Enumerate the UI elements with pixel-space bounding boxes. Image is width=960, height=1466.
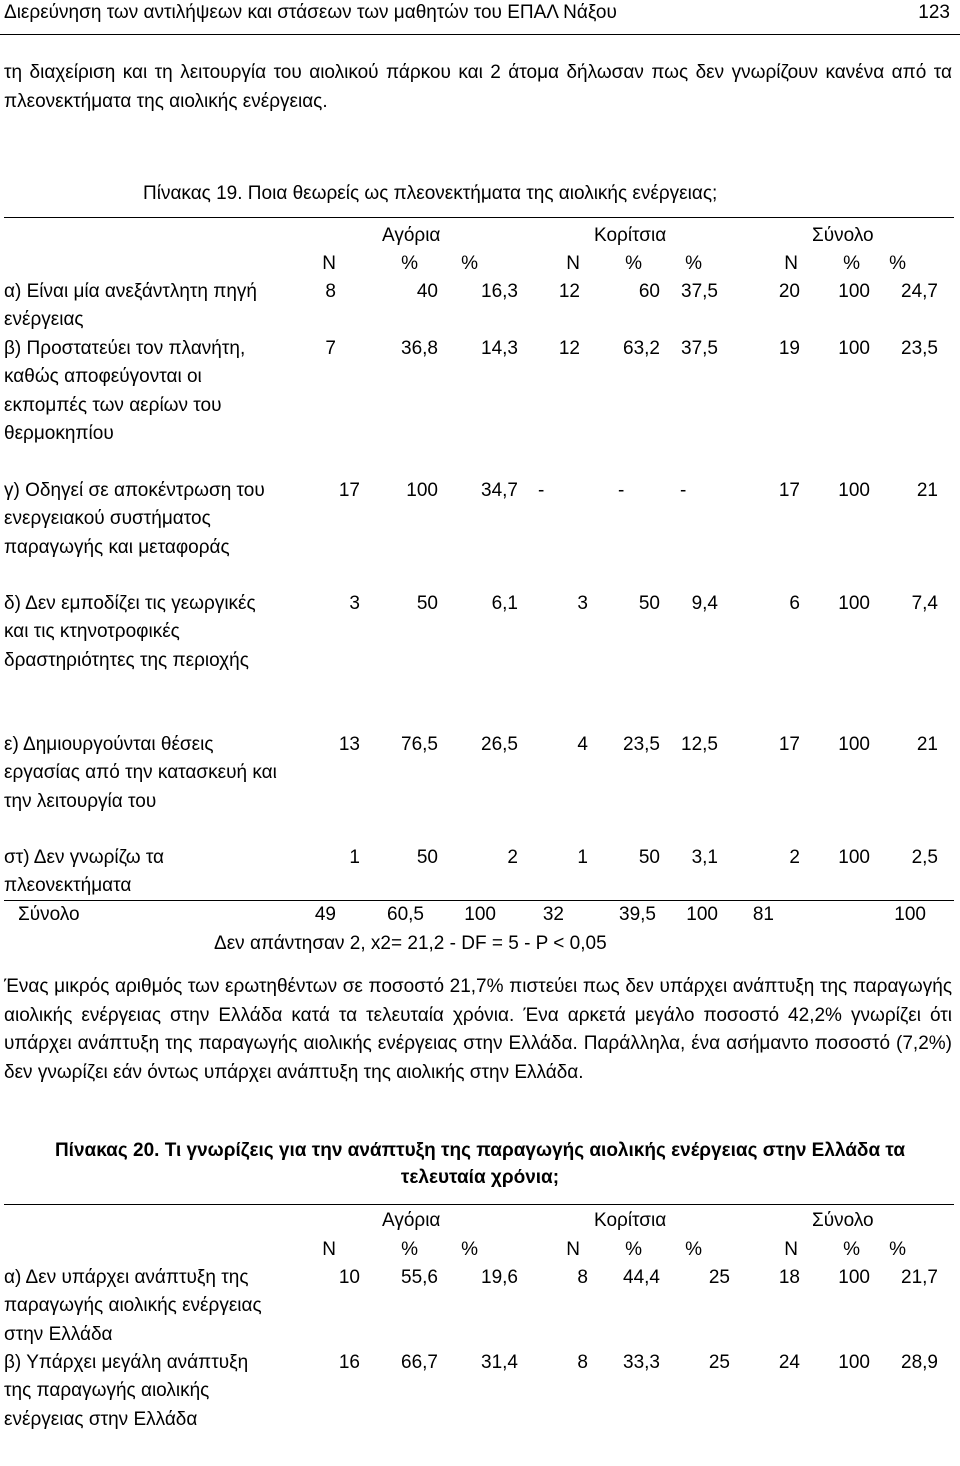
intro-paragraph: τη διαχείριση και τη λειτουργία του αιολικού πάρκου και 2 άτομα δήλωσαν πως δεν γνωρίζουν κανένα από τα πλεονεκτήματα της αιολικής ενέργειας. <box>4 62 952 112</box>
cell: 33,3 <box>623 1352 660 1373</box>
table20-caption-line2: τελευταία χρόνια; <box>400 1167 560 1188</box>
cell: 12 <box>558 338 580 359</box>
cell: 17 <box>338 480 360 501</box>
table19-caption: Πίνακας 19. Ποια θεωρείς ως πλεονεκτήματα της αιολικής ενέργειας; <box>143 183 718 204</box>
table20-group-total: Σύνολο <box>812 1210 874 1231</box>
subheader-pct: % <box>843 1239 860 1260</box>
cell: 6,1 <box>491 593 518 614</box>
cell: 7,4 <box>911 593 938 614</box>
cell: 14,3 <box>481 338 518 359</box>
cell: 100 <box>838 593 870 614</box>
cell: 8 <box>325 281 336 302</box>
cell: 17 <box>778 480 800 501</box>
cell: 37,5 <box>681 281 718 302</box>
cell: 20 <box>778 281 800 302</box>
cell: 18 <box>778 1267 800 1288</box>
cell: 23,5 <box>901 338 938 359</box>
subheader-pct: % <box>625 1239 642 1260</box>
cell: 12,5 <box>681 734 718 755</box>
cell: 28,9 <box>901 1352 938 1373</box>
cell: 100 <box>838 480 870 501</box>
cell: 25 <box>708 1352 730 1373</box>
cell: 6 <box>789 593 800 614</box>
cell: 100 <box>838 734 870 755</box>
subheader-pct: % <box>685 1239 702 1260</box>
subheader-pct: % <box>401 253 418 274</box>
cell: 25 <box>708 1267 730 1288</box>
cell: 7 <box>325 338 336 359</box>
header-rule <box>0 34 960 35</box>
cell: 19,6 <box>481 1267 518 1288</box>
page-header <box>0 0 960 28</box>
cell: 50 <box>416 593 438 614</box>
cell: 2 <box>507 847 518 868</box>
row-label: στ) Δεν γνωρίζω τα πλεονεκτήματα <box>4 847 165 897</box>
table19-group-girls: Κορίτσια <box>594 225 667 246</box>
cell: 1 <box>577 847 588 868</box>
cell: 31,4 <box>481 1352 518 1373</box>
total-label: Σύνολο <box>18 904 80 925</box>
cell: 21 <box>916 480 938 501</box>
body-paragraph: Ένας μικρός αριθμός των ερωτηθέντων σε ποσοστό 21,7% πιστεύει πως δεν υπάρχει ανάπτυξη της παραγωγής αιολικής ενέργειας στην Ελλάδα κατά τα τελευταία χρόνια. Ένα αρκετά μεγάλο ποσοστό 42,2% γνωρίζει ότι υπάρχει ανάπτυξη της παραγωγής αιολικής ενέργειας στην Ελλάδα. Παράλληλα, ένα ασήμαντο ποσοστό (7,2%) δεν γνωρίζει εάν όντως υπάρχει ανάπτυξη της αιολικής στην Ελλάδα. <box>4 976 952 1083</box>
subheader-pct: % <box>461 253 478 274</box>
cell: 50 <box>416 847 438 868</box>
cell: 100 <box>406 480 438 501</box>
cell: 100 <box>838 1267 870 1288</box>
cell: 34,7 <box>481 480 518 501</box>
cell: 50 <box>638 593 660 614</box>
cell: 17 <box>778 734 800 755</box>
cell: 2 <box>789 847 800 868</box>
cell: 36,8 <box>401 338 438 359</box>
cell: 60,5 <box>387 904 424 925</box>
header-title: Διερεύνηση των αντιλήψεων και στάσεων των μαθητών του ΕΠΑΛ Νάξου <box>4 2 617 23</box>
subheader-n: Ν <box>322 253 336 274</box>
table20-group-girls: Κορίτσια <box>594 1210 667 1231</box>
table19-note: Δεν απάντησαν 2, x2= 21,2 - DF = 5 - P < 0,05 <box>214 933 607 954</box>
table20-top-rule <box>4 1204 954 1205</box>
cell: - <box>680 480 687 501</box>
cell: 21,7 <box>901 1267 938 1288</box>
cell: 16,3 <box>481 281 518 302</box>
cell: 55,6 <box>401 1267 438 1288</box>
cell: 39,5 <box>619 904 656 925</box>
cell: 100 <box>838 847 870 868</box>
row-label: γ) Οδηγεί σε αποκέντρωση του ενεργειακού συστήματος παραγωγής και μεταφοράς <box>4 480 265 558</box>
subheader-n: Ν <box>322 1239 336 1260</box>
table19-top-rule <box>4 217 954 218</box>
cell: 21 <box>916 734 938 755</box>
subheader-n: Ν <box>784 253 798 274</box>
subheader-n: Ν <box>566 253 580 274</box>
cell: 100 <box>686 904 718 925</box>
cell: 76,5 <box>401 734 438 755</box>
cell: 1 <box>349 847 360 868</box>
cell: 10 <box>338 1267 360 1288</box>
cell: - <box>618 480 625 501</box>
table20-group-boys: Αγόρια <box>382 1210 441 1231</box>
cell: 63,2 <box>623 338 660 359</box>
cell: 66,7 <box>401 1352 438 1373</box>
cell: 100 <box>894 904 926 925</box>
cell: 100 <box>464 904 496 925</box>
cell: 16 <box>338 1352 360 1373</box>
subheader-n: Ν <box>784 1239 798 1260</box>
cell: 100 <box>838 338 870 359</box>
cell: 44,4 <box>623 1267 660 1288</box>
cell: 100 <box>838 281 870 302</box>
subheader-pct: % <box>401 1239 418 1260</box>
cell: 60 <box>638 281 660 302</box>
row-label: α) Είναι μία ανεξάντλητη πηγή ενέργειας <box>4 281 258 331</box>
cell: 13 <box>338 734 360 755</box>
subheader-pct: % <box>889 253 906 274</box>
page-number: 123 <box>918 2 950 23</box>
row-label: β) Υπάρχει μεγάλη ανάπτυξη της παραγωγής αιολικής ενέργειας στην Ελλάδα <box>4 1352 249 1430</box>
cell: 81 <box>752 904 774 925</box>
row-label: β) Προστατεύει τον πλανήτη, καθώς αποφεύγονται οι εκπομπές των αερίων του θερμοκηπίου <box>4 338 246 444</box>
subheader-pct: % <box>461 1239 478 1260</box>
cell: 24 <box>778 1352 800 1373</box>
cell: 49 <box>314 904 336 925</box>
subheader-n: Ν <box>566 1239 580 1260</box>
cell: 3,1 <box>691 847 718 868</box>
cell: 12 <box>558 281 580 302</box>
cell: 4 <box>577 734 588 755</box>
cell: 3 <box>349 593 360 614</box>
table20-caption-line1: Πίνακας 20. Τι γνωρίζεις για την ανάπτυξη της παραγωγής αιολικής ενέργειας στην Ελλάδα τα <box>54 1140 906 1161</box>
subheader-pct: % <box>843 253 860 274</box>
row-label: ε) Δημιουργούνται θέσεις εργασίας από την κατασκευή και την λειτουργία του <box>4 734 277 812</box>
cell: 26,5 <box>481 734 518 755</box>
cell: 100 <box>838 1352 870 1373</box>
cell: 23,5 <box>623 734 660 755</box>
cell: 3 <box>577 593 588 614</box>
cell: 50 <box>638 847 660 868</box>
row-label: α) Δεν υπάρχει ανάπτυξη της παραγωγής αιολικής ενέργειας στην Ελλάδα <box>4 1267 262 1345</box>
cell: 24,7 <box>901 281 938 302</box>
cell: 2,5 <box>911 847 938 868</box>
table19-group-boys: Αγόρια <box>382 225 441 246</box>
subheader-pct: % <box>625 253 642 274</box>
cell: 32 <box>542 904 564 925</box>
subheader-pct: % <box>685 253 702 274</box>
cell: 37,5 <box>681 338 718 359</box>
cell: 8 <box>577 1267 588 1288</box>
cell: - <box>538 480 545 501</box>
subheader-pct: % <box>889 1239 906 1260</box>
cell: 8 <box>577 1352 588 1373</box>
cell: 40 <box>416 281 438 302</box>
row-label: δ) Δεν εμποδίζει τις γεωργικές και τις κτηνοτροφικές δραστηριότητες της περιοχής <box>4 593 256 671</box>
table19-group-total: Σύνολο <box>812 225 874 246</box>
cell: 19 <box>778 338 800 359</box>
cell: 9,4 <box>691 593 718 614</box>
